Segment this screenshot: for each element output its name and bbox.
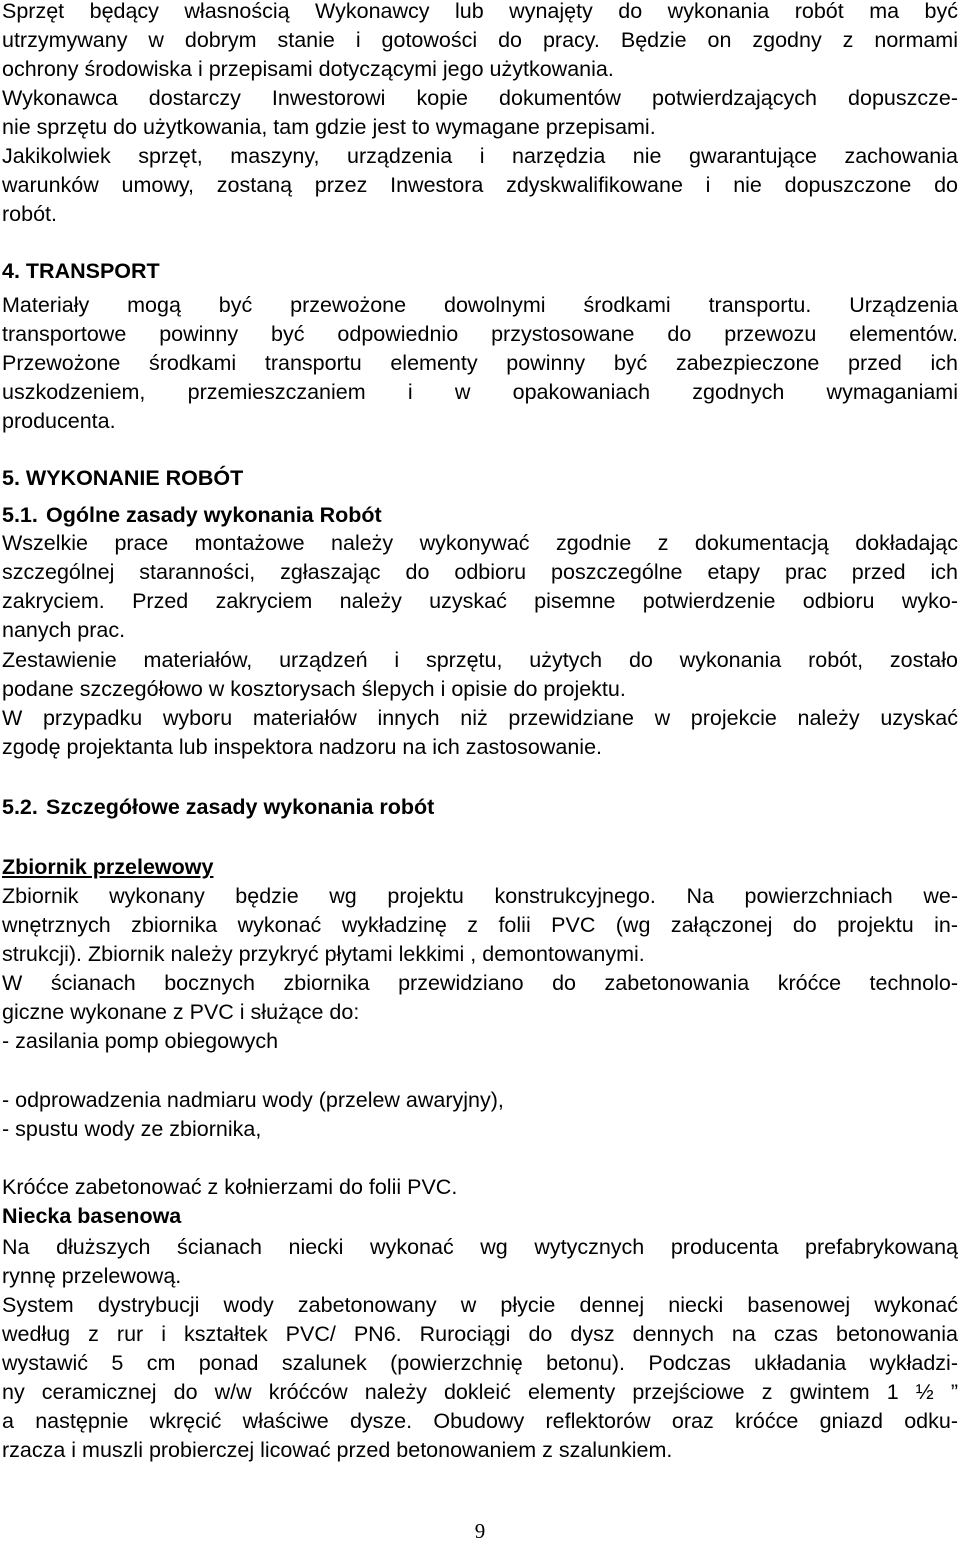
paragraph-line: Króćce zabetonować z kołnierzami do folii PVC. xyxy=(2,1175,458,1199)
paragraph-line: Wszelkie prace montażowe należy wykonywać zgodnie z dokumentacją dokładając xyxy=(2,531,958,555)
paragraph-line: giczne wykonane z PVC i służące do: xyxy=(2,1000,360,1024)
list-item: - spustu wody ze zbiornika, xyxy=(2,1117,262,1141)
paragraph-line: szczególnej staranności, zgłaszając do odbioru poszczególne etapy prac przed ich xyxy=(2,560,958,584)
subsection-heading-5-2 xyxy=(2,793,958,822)
section-heading-wykonanie: 5. WYKONANIE ROBÓT xyxy=(2,466,244,490)
subsection-title: Szczegółowe zasady wykonania robót xyxy=(46,795,435,819)
list-item: - odprowadzenia nadmiaru wody (przelew awaryjny), xyxy=(2,1088,504,1112)
paragraph-line: utrzymywany w dobrym stanie i gotowości do pracy. Będzie on zgodny z normami xyxy=(2,28,958,52)
paragraph-line: strukcji). Zbiornik należy przykryć płytami lekkimi , demontowanymi. xyxy=(2,942,645,966)
paragraph-line: ochrony środowiska i przepisami dotyczącymi jego użytkowania. xyxy=(2,57,614,81)
paragraph-line: nanych prac. xyxy=(2,618,126,642)
section-heading-transport: 4. TRANSPORT xyxy=(2,259,160,283)
paragraph-line: uszkodzeniem, przemieszczaniem i w opakowaniach zgodnych wymaganiami xyxy=(2,380,958,404)
paragraph-line: ny ceramicznej do w/w króćców należy dokleić elementy przejściowe z gwintem 1 ½ ” xyxy=(2,1380,958,1404)
paragraph-line: Materiały mogą być przewożone dowolnymi środkami transportu. Urządzenia xyxy=(2,293,958,317)
subsection-heading-5-1 xyxy=(2,501,958,530)
paragraph-line: Na dłuższych ścianach niecki wykonać wg wytycznych producenta prefabrykowaną xyxy=(2,1235,958,1259)
heading-niecka-basenowa: Niecka basenowa xyxy=(2,1204,182,1228)
paragraph-line: transportowe powinny być odpowiednio przystosowane do przewozu elementów. xyxy=(2,322,958,346)
paragraph-line: Zestawienie materiałów, urządzeń i sprzętu, użytych do wykonania robót, zostało xyxy=(2,648,958,672)
paragraph-line: Przewożone środkami transportu elementy powinny być zabezpieczone przed ich xyxy=(2,351,958,375)
paragraph-line: warunków umowy, zostaną przez Inwestora zdyskwalifikowane i nie dopuszczone do xyxy=(2,173,958,197)
paragraph-line: a następnie wkręcić właściwe dysze. Obudowy reflektorów oraz króćce gniazd odku- xyxy=(2,1409,958,1433)
paragraph-line: podane szczegółowo w kosztorysach ślepych i opisie do projektu. xyxy=(2,677,626,701)
paragraph-line: nie sprzętu do użytkowania, tam gdzie jest to wymagane przepisami. xyxy=(2,115,656,139)
paragraph-line: W przypadku wyboru materiałów innych niż przewidziane w projekcie należy uzyskać xyxy=(2,706,958,730)
paragraph-line: W ścianach bocznych zbiornika przewidziano do zabetonowania króćce technolo- xyxy=(2,971,958,995)
subsection-title: Ogólne zasady wykonania Robót xyxy=(46,503,382,527)
subsection-number: 5.2. xyxy=(2,795,38,819)
page-number: 9 xyxy=(474,1519,486,1543)
paragraph-line: Zbiornik wykonany będzie wg projektu konstrukcyjnego. Na powierzchniach we- xyxy=(2,884,958,908)
paragraph-line: rzacza i muszli probierczej licować przed betonowaniem z szalunkiem. xyxy=(2,1438,673,1462)
paragraph-line: rynnę przelewową. xyxy=(2,1264,182,1288)
subsection-number: 5.1. xyxy=(2,503,38,527)
heading-zbiornik-przelewowy: Zbiornik przelewowy xyxy=(2,855,214,879)
paragraph-line: System dystrybucji wody zabetonowany w płycie dennej niecki basenowej wykonać xyxy=(2,1293,958,1317)
paragraph-line: wnętrznych zbiornika wykonać wykładzinę z folii PVC (wg załączonej do projektu in- xyxy=(2,913,958,937)
paragraph-line: Wykonawca dostarczy Inwestorowi kopie dokumentów potwierdzających dopuszcze- xyxy=(2,86,958,110)
paragraph-line: Sprzęt będący własnością Wykonawcy lub wynajęty do wykonania robót ma być xyxy=(2,0,958,23)
paragraph-line: robót. xyxy=(2,202,57,226)
paragraph-line: wystawić 5 cm ponad szalunek (powierzchnię betonu). Podczas układania wykładzi- xyxy=(2,1351,958,1375)
paragraph-line: według z rur i kształtek PVC/ PN6. Rurociągi do dysz dennych na czas betonowania xyxy=(2,1322,958,1346)
paragraph-line: zgodę projektanta lub inspektora nadzoru na ich zastosowanie. xyxy=(2,735,602,759)
paragraph-line: producenta. xyxy=(2,409,116,433)
paragraph-line: zakryciem. Przed zakryciem należy uzyskać pisemne potwierdzenie odbioru wyko- xyxy=(2,589,958,613)
paragraph-line: Jakikolwiek sprzęt, maszyny, urządzenia i narzędzia nie gwarantujące zachowania xyxy=(2,144,958,168)
list-item: - zasilania pomp obiegowych xyxy=(2,1029,279,1053)
